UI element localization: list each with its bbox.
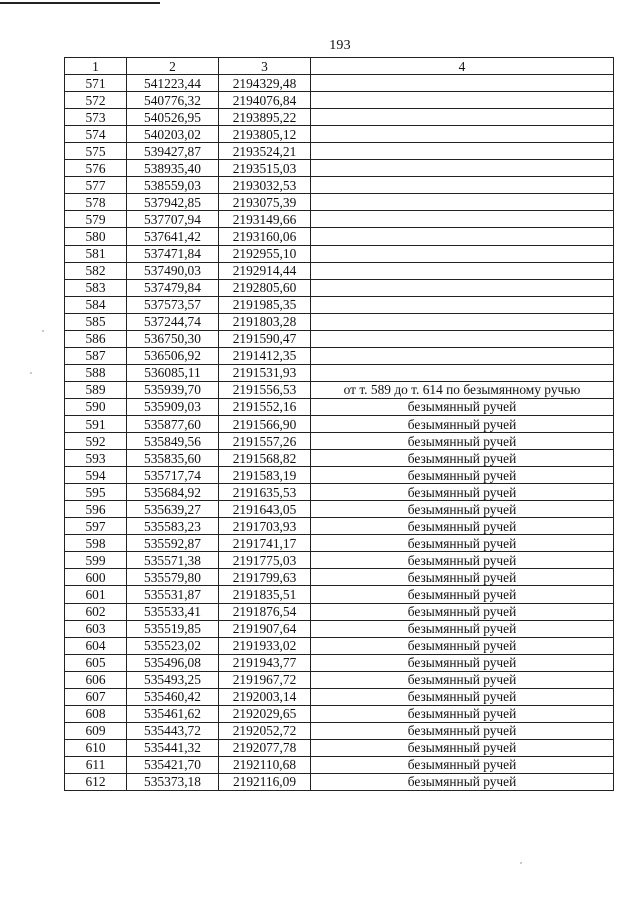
description-cell: безымянный ручей — [311, 433, 614, 450]
description-cell: безымянный ручей — [311, 518, 614, 535]
page-number: 193 — [329, 38, 351, 53]
y-coordinate-cell: 2192914,44 — [219, 262, 311, 279]
x-coordinate-cell: 535523,02 — [127, 637, 219, 654]
point-number-cell: 592 — [65, 433, 127, 450]
description-cell: безымянный ручей — [311, 603, 614, 620]
table-row — [65, 313, 614, 330]
scan-speck — [42, 330, 44, 332]
description-cell: безымянный ручей — [311, 654, 614, 671]
description-cell: безымянный ручей — [311, 620, 614, 637]
table-row — [65, 722, 614, 739]
x-coordinate-cell: 535583,23 — [127, 518, 219, 535]
point-number-cell: 581 — [65, 245, 127, 262]
table-row — [65, 279, 614, 296]
x-coordinate-cell: 535717,74 — [127, 467, 219, 484]
point-number-cell: 589 — [65, 381, 127, 398]
point-number-cell: 595 — [65, 484, 127, 501]
table-row — [65, 245, 614, 262]
point-number-cell: 584 — [65, 296, 127, 313]
point-number-cell: 611 — [65, 756, 127, 773]
table-row — [65, 347, 614, 364]
table-row — [65, 194, 614, 211]
point-number-cell: 591 — [65, 415, 127, 432]
x-coordinate-cell: 536506,92 — [127, 347, 219, 364]
x-coordinate-cell: 535849,56 — [127, 433, 219, 450]
x-coordinate-cell: 535421,70 — [127, 756, 219, 773]
point-number-cell: 571 — [65, 75, 127, 92]
point-number-cell: 601 — [65, 586, 127, 603]
y-coordinate-cell: 2193160,06 — [219, 228, 311, 245]
description-cell — [311, 194, 614, 211]
description-cell — [311, 313, 614, 330]
y-coordinate-cell: 2192052,72 — [219, 722, 311, 739]
point-number-cell: 599 — [65, 552, 127, 569]
description-cell: безымянный ручей — [311, 467, 614, 484]
x-coordinate-cell: 535684,92 — [127, 484, 219, 501]
point-number-cell: 596 — [65, 501, 127, 518]
table-row — [65, 296, 614, 313]
description-cell — [311, 296, 614, 313]
table-row — [65, 569, 614, 586]
description-cell — [311, 330, 614, 347]
y-coordinate-cell: 2191557,26 — [219, 433, 311, 450]
point-number-cell: 578 — [65, 194, 127, 211]
column-header-1: 1 — [65, 58, 127, 75]
scan-speck — [520, 862, 522, 864]
table-row — [65, 75, 614, 92]
description-cell: безымянный ручей — [311, 637, 614, 654]
x-coordinate-cell: 535496,08 — [127, 654, 219, 671]
y-coordinate-cell: 2191967,72 — [219, 671, 311, 688]
point-number-cell: 577 — [65, 177, 127, 194]
x-coordinate-cell: 540203,02 — [127, 126, 219, 143]
point-number-cell: 610 — [65, 739, 127, 756]
x-coordinate-cell: 537244,74 — [127, 313, 219, 330]
x-coordinate-cell: 535493,25 — [127, 671, 219, 688]
point-number-cell: 594 — [65, 467, 127, 484]
table-row — [65, 773, 614, 790]
point-number-cell: 585 — [65, 313, 127, 330]
point-number-cell: 583 — [65, 279, 127, 296]
description-cell — [311, 92, 614, 109]
x-coordinate-cell: 535579,80 — [127, 569, 219, 586]
table-row — [65, 330, 614, 347]
x-coordinate-cell: 536750,30 — [127, 330, 219, 347]
description-cell: безымянный ручей — [311, 688, 614, 705]
description-cell: безымянный ручей — [311, 569, 614, 586]
x-coordinate-cell: 537942,85 — [127, 194, 219, 211]
x-coordinate-cell: 538935,40 — [127, 160, 219, 177]
description-cell: от т. 589 до т. 614 по безымянному ручью — [311, 381, 614, 398]
y-coordinate-cell: 2192003,14 — [219, 688, 311, 705]
x-coordinate-cell: 539427,87 — [127, 143, 219, 160]
description-cell: безымянный ручей — [311, 398, 614, 415]
description-cell: безымянный ручей — [311, 671, 614, 688]
x-coordinate-cell: 537707,94 — [127, 211, 219, 228]
x-coordinate-cell: 535939,70 — [127, 381, 219, 398]
table-row — [65, 450, 614, 467]
description-cell: безымянный ручей — [311, 773, 614, 790]
table-row — [65, 518, 614, 535]
coordinates-table — [64, 57, 614, 791]
description-cell — [311, 211, 614, 228]
y-coordinate-cell: 2193032,53 — [219, 177, 311, 194]
point-number-cell: 612 — [65, 773, 127, 790]
y-coordinate-cell: 2191703,93 — [219, 518, 311, 535]
table-row — [65, 739, 614, 756]
table-row — [65, 501, 614, 518]
x-coordinate-cell: 537490,03 — [127, 262, 219, 279]
x-coordinate-cell: 537573,57 — [127, 296, 219, 313]
table-row — [65, 654, 614, 671]
table-row — [65, 688, 614, 705]
x-coordinate-cell: 535909,03 — [127, 398, 219, 415]
y-coordinate-cell: 2191552,16 — [219, 398, 311, 415]
x-coordinate-cell: 541223,44 — [127, 75, 219, 92]
column-header-3: 3 — [219, 58, 311, 75]
table-row — [65, 637, 614, 654]
description-cell — [311, 262, 614, 279]
y-coordinate-cell: 2191943,77 — [219, 654, 311, 671]
point-number-cell: 579 — [65, 211, 127, 228]
point-number-cell: 604 — [65, 637, 127, 654]
description-cell — [311, 364, 614, 381]
point-number-cell: 608 — [65, 705, 127, 722]
y-coordinate-cell: 2194329,48 — [219, 75, 311, 92]
y-coordinate-cell: 2193515,03 — [219, 160, 311, 177]
y-coordinate-cell: 2193149,66 — [219, 211, 311, 228]
table-row — [65, 552, 614, 569]
y-coordinate-cell: 2191590,47 — [219, 330, 311, 347]
column-header-2: 2 — [127, 58, 219, 75]
y-coordinate-cell: 2191741,17 — [219, 535, 311, 552]
point-number-cell: 600 — [65, 569, 127, 586]
description-cell: безымянный ручей — [311, 586, 614, 603]
y-coordinate-cell: 2191583,19 — [219, 467, 311, 484]
point-number-cell: 597 — [65, 518, 127, 535]
x-coordinate-cell: 537641,42 — [127, 228, 219, 245]
description-cell — [311, 245, 614, 262]
table-row — [65, 671, 614, 688]
x-coordinate-cell: 538559,03 — [127, 177, 219, 194]
description-cell: безымянный ручей — [311, 501, 614, 518]
point-number-cell: 606 — [65, 671, 127, 688]
table-row — [65, 398, 614, 415]
x-coordinate-cell: 535571,38 — [127, 552, 219, 569]
table-row — [65, 433, 614, 450]
point-number-cell: 574 — [65, 126, 127, 143]
description-cell — [311, 126, 614, 143]
x-coordinate-cell: 535533,41 — [127, 603, 219, 620]
y-coordinate-cell: 2193075,39 — [219, 194, 311, 211]
description-cell: безымянный ручей — [311, 756, 614, 773]
y-coordinate-cell: 2192110,68 — [219, 756, 311, 773]
x-coordinate-cell: 535441,32 — [127, 739, 219, 756]
point-number-cell: 590 — [65, 398, 127, 415]
description-cell: безымянный ручей — [311, 705, 614, 722]
y-coordinate-cell: 2192955,10 — [219, 245, 311, 262]
table-row — [65, 211, 614, 228]
point-number-cell: 587 — [65, 347, 127, 364]
table-header-row — [65, 58, 614, 75]
description-cell — [311, 75, 614, 92]
x-coordinate-cell: 540776,32 — [127, 92, 219, 109]
point-number-cell: 576 — [65, 160, 127, 177]
point-number-cell: 602 — [65, 603, 127, 620]
y-coordinate-cell: 2193805,12 — [219, 126, 311, 143]
scan-speck — [30, 372, 32, 374]
description-cell — [311, 160, 614, 177]
x-coordinate-cell: 535460,42 — [127, 688, 219, 705]
y-coordinate-cell: 2193895,22 — [219, 109, 311, 126]
x-coordinate-cell: 535461,62 — [127, 705, 219, 722]
description-cell — [311, 279, 614, 296]
x-coordinate-cell: 535519,85 — [127, 620, 219, 637]
y-coordinate-cell: 2192029,65 — [219, 705, 311, 722]
y-coordinate-cell: 2192077,78 — [219, 739, 311, 756]
table-row — [65, 381, 614, 398]
y-coordinate-cell: 2191775,03 — [219, 552, 311, 569]
table-row — [65, 756, 614, 773]
description-cell: безымянный ручей — [311, 739, 614, 756]
table-row — [65, 228, 614, 245]
description-cell: безымянный ручей — [311, 415, 614, 432]
description-cell — [311, 228, 614, 245]
y-coordinate-cell: 2191907,64 — [219, 620, 311, 637]
description-cell: безымянный ручей — [311, 484, 614, 501]
y-coordinate-cell: 2191876,54 — [219, 603, 311, 620]
point-number-cell: 603 — [65, 620, 127, 637]
table-row — [65, 92, 614, 109]
table-row — [65, 160, 614, 177]
description-cell — [311, 109, 614, 126]
point-number-cell: 580 — [65, 228, 127, 245]
point-number-cell: 607 — [65, 688, 127, 705]
table-row — [65, 603, 614, 620]
table-row — [65, 484, 614, 501]
table-row — [65, 143, 614, 160]
y-coordinate-cell: 2191566,90 — [219, 415, 311, 432]
y-coordinate-cell: 2194076,84 — [219, 92, 311, 109]
x-coordinate-cell: 535592,87 — [127, 535, 219, 552]
y-coordinate-cell: 2191933,02 — [219, 637, 311, 654]
description-cell: безымянный ручей — [311, 535, 614, 552]
x-coordinate-cell: 537471,84 — [127, 245, 219, 262]
table-row — [65, 126, 614, 143]
y-coordinate-cell: 2192805,60 — [219, 279, 311, 296]
description-cell: безымянный ручей — [311, 722, 614, 739]
x-coordinate-cell: 540526,95 — [127, 109, 219, 126]
point-number-cell: 572 — [65, 92, 127, 109]
y-coordinate-cell: 2192116,09 — [219, 773, 311, 790]
table-row — [65, 262, 614, 279]
description-cell — [311, 177, 614, 194]
description-cell — [311, 347, 614, 364]
x-coordinate-cell: 535443,72 — [127, 722, 219, 739]
y-coordinate-cell: 2193524,21 — [219, 143, 311, 160]
x-coordinate-cell: 537479,84 — [127, 279, 219, 296]
x-coordinate-cell: 535835,60 — [127, 450, 219, 467]
description-cell — [311, 143, 614, 160]
description-cell: безымянный ручей — [311, 552, 614, 569]
table-row — [65, 535, 614, 552]
table-row — [65, 364, 614, 381]
table-row — [65, 620, 614, 637]
table-row — [65, 705, 614, 722]
point-number-cell: 575 — [65, 143, 127, 160]
top-rule — [0, 2, 160, 4]
point-number-cell: 598 — [65, 535, 127, 552]
x-coordinate-cell: 536085,11 — [127, 364, 219, 381]
table-row — [65, 109, 614, 126]
table-body — [65, 75, 614, 791]
y-coordinate-cell: 2191568,82 — [219, 450, 311, 467]
y-coordinate-cell: 2191985,35 — [219, 296, 311, 313]
y-coordinate-cell: 2191803,28 — [219, 313, 311, 330]
column-header-4: 4 — [311, 58, 614, 75]
table-row — [65, 467, 614, 484]
point-number-cell: 605 — [65, 654, 127, 671]
x-coordinate-cell: 535639,27 — [127, 501, 219, 518]
point-number-cell: 573 — [65, 109, 127, 126]
point-number-cell: 609 — [65, 722, 127, 739]
point-number-cell: 588 — [65, 364, 127, 381]
x-coordinate-cell: 535877,60 — [127, 415, 219, 432]
point-number-cell: 593 — [65, 450, 127, 467]
point-number-cell: 586 — [65, 330, 127, 347]
y-coordinate-cell: 2191635,53 — [219, 484, 311, 501]
description-cell: безымянный ручей — [311, 450, 614, 467]
table-row — [65, 177, 614, 194]
table-row — [65, 415, 614, 432]
y-coordinate-cell: 2191556,53 — [219, 381, 311, 398]
table-row — [65, 586, 614, 603]
y-coordinate-cell: 2191531,93 — [219, 364, 311, 381]
x-coordinate-cell: 535373,18 — [127, 773, 219, 790]
point-number-cell: 582 — [65, 262, 127, 279]
y-coordinate-cell: 2191799,63 — [219, 569, 311, 586]
y-coordinate-cell: 2191835,51 — [219, 586, 311, 603]
y-coordinate-cell: 2191412,35 — [219, 347, 311, 364]
x-coordinate-cell: 535531,87 — [127, 586, 219, 603]
y-coordinate-cell: 2191643,05 — [219, 501, 311, 518]
